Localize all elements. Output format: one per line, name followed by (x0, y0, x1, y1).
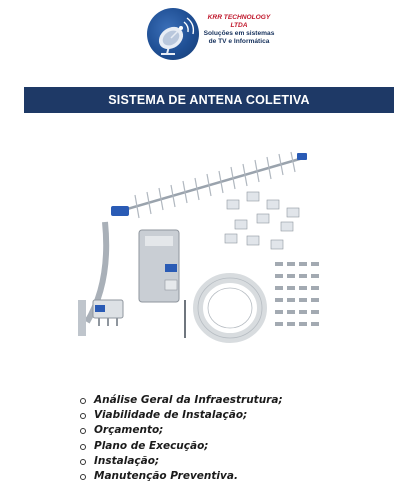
bullet-icon (80, 459, 86, 465)
bullet-icon (80, 474, 86, 480)
service-label: Instalação; (94, 454, 160, 467)
f-connectors-icon (275, 262, 319, 326)
logo-tagline-2: de TV e Informática (208, 38, 270, 45)
satellite-dish-icon (147, 8, 199, 60)
coaxial-cable-coil-icon (185, 278, 262, 338)
tap-off-splitters-icon (225, 192, 299, 249)
amplifier-icon (139, 230, 179, 302)
service-label: Análise Geral da Infraestrutura; (94, 394, 283, 406)
list-item (80, 423, 283, 438)
list-item (80, 454, 283, 469)
company-logo (147, 8, 275, 60)
bullet-icon (80, 398, 86, 404)
service-label: Plano de Execução; (94, 439, 209, 452)
antenna-kit-illustration (75, 150, 335, 350)
services-list (80, 393, 283, 484)
logo-brand: KRR TECHNOLOGY LTDA (207, 14, 271, 29)
service-label: Orçamento; (94, 424, 164, 437)
bullet-icon (80, 444, 86, 450)
logo-text (199, 14, 279, 46)
logo-tagline-1: Soluções em sistemas (203, 30, 275, 37)
mount-bracket-icon (78, 222, 106, 336)
service-label: Manutenção Preventiva. (94, 469, 238, 482)
section-title-banner: SISTEMA DE ANTENA COLETIVA (24, 87, 394, 113)
list-item (80, 469, 283, 484)
list-item (80, 408, 283, 423)
list-item (80, 439, 283, 454)
service-label: Viabilidade de Instalação; (94, 409, 248, 422)
bullet-icon (80, 428, 86, 434)
splitter-icon (93, 300, 123, 326)
list-item (80, 393, 283, 408)
bullet-icon (80, 413, 86, 419)
